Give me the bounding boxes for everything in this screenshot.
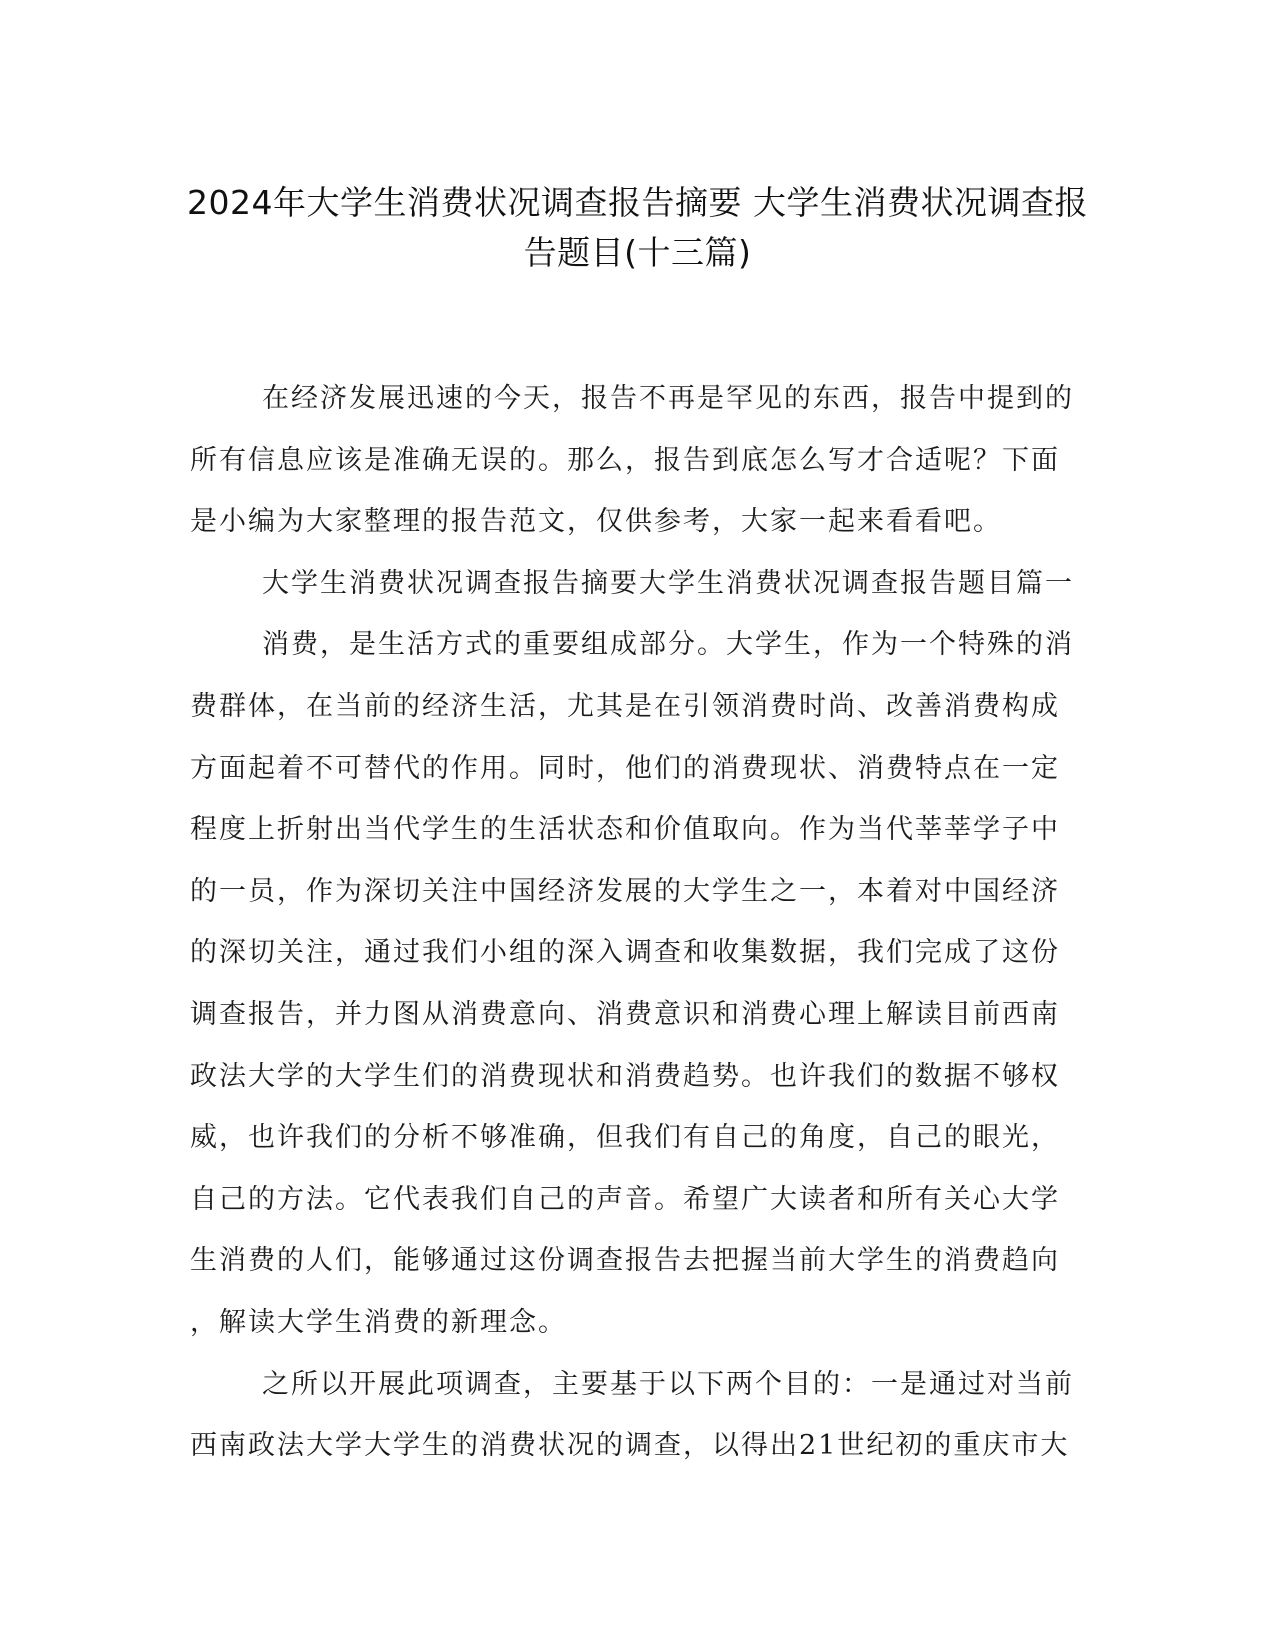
paragraph-line: 西南政法大学大学生的消费状况的调查，以得出21世纪初的重庆市大: [190, 1430, 1070, 1462]
paragraph-line: 威，也许我们的分析不够准确，但我们有自己的角度，自己的眼光，: [190, 1122, 1060, 1154]
section-heading: 大学生消费状况调查报告摘要大学生消费状况调查报告题目篇一: [262, 567, 1074, 599]
paragraph-line: 政法大学的大学生们的消费现状和消费趋势。也许我们的数据不够权: [190, 1060, 1060, 1092]
title-line: 告题目(十三篇): [523, 233, 752, 272]
paragraph-line: 费群体，在当前的经济生活，尤其是在引领消费时尚、改善消费构成: [190, 690, 1060, 722]
paragraph-line: 的深切关注，通过我们小组的深入调查和收集数据，我们完成了这份: [190, 937, 1060, 969]
paragraph-line: 之所以开展此项调查，主要基于以下两个目的：一是通过对当前: [262, 1368, 1074, 1400]
document-body: [190, 368, 1080, 1477]
title-line: 2024年大学生消费状况调查报告摘要 大学生消费状况调查报: [187, 183, 1088, 222]
paragraph-line: 调查报告，并力图从消费意向、消费意识和消费心理上解读目前西南: [190, 998, 1060, 1030]
paragraph-line: 消费，是生活方式的重要组成部分。大学生，作为一个特殊的消: [262, 629, 1074, 661]
paragraph-line: 是小编为大家整理的报告范文，仅供参考，大家一起来看看吧。: [190, 506, 1002, 538]
paragraph-line: 自己的方法。它代表我们自己的声音。希望广大读者和所有关心大学: [190, 1183, 1060, 1215]
paragraph-line: 生消费的人们，能够通过这份调查报告去把握当前大学生的消费趋向: [190, 1245, 1060, 1277]
paragraph-line: 方面起着不可替代的作用。同时，他们的消费现状、消费特点在一定: [190, 752, 1060, 784]
document-title: [170, 178, 1105, 278]
paragraph-line: 的一员，作为深切关注中国经济发展的大学生之一，本着对中国经济: [190, 875, 1060, 907]
paragraph-line: 在经济发展迅速的今天，报告不再是罕见的东西，报告中提到的: [262, 383, 1074, 414]
paragraph-line: 程度上折射出当代学生的生活状态和价值取向。作为当代莘莘学子中: [190, 814, 1060, 846]
paragraph-line: 所有信息应该是准确无误的。那么，报告到底怎么写才合适呢？下面: [190, 444, 1060, 476]
paragraph-line: ，解读大学生消费的新理念。: [190, 1306, 567, 1338]
